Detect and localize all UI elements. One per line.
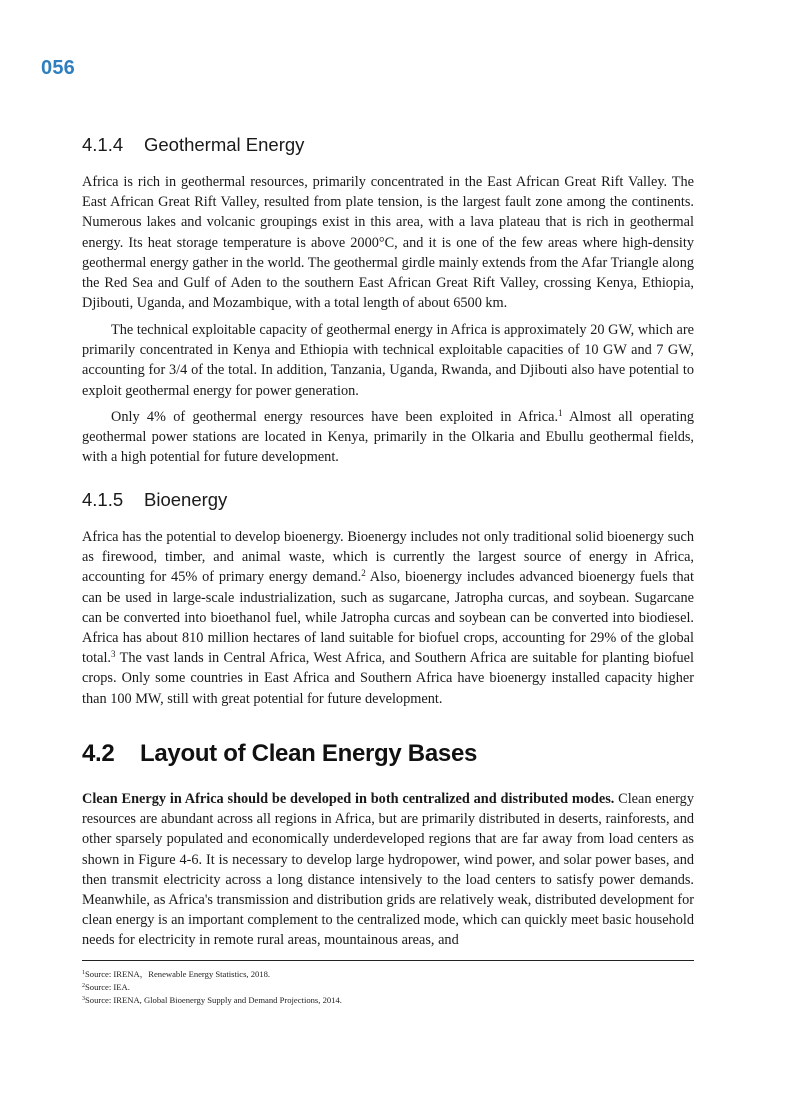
page-number: 056 <box>41 57 75 79</box>
footnote-ref[interactable]: 2 <box>361 568 366 579</box>
section-title: Layout of Clean Energy Bases <box>140 740 478 767</box>
paragraph-bioenergy <box>82 527 694 709</box>
footnote-ref[interactable]: 3 <box>111 649 116 660</box>
text: Africa has the potential to develop bioenergy. Bioenergy includes not only traditional solid bioenergy such as firewood, timber, and animal waste, which is currently the largest source of energy in Africa, accounting for 45% of primary energy demand. <box>82 529 694 586</box>
text: Also, bioenergy includes advanced bioenergy fuels that can be used in large-scale industrialization, such as sugarcane, Jatropha curcas, and soybean. Sugarcane can be converted into bioethanol fuel, while Jatropha curcas and soybean can be converted into biodiesel. Africa has about 810 million hectares of land suitable for biofuel crops, accounting for 29% of the global total. <box>82 569 694 667</box>
footnote-ref[interactable]: 1 <box>558 408 563 418</box>
footnote-3 <box>82 994 342 1007</box>
section-number: 4.2 <box>82 740 115 767</box>
paragraph-geothermal-1: Africa is rich in geothermal resources, primarily concentrated in the East African Great Rift Valley. The East African Great Rift Valley, resulted from plate tension, is the largest fault zone among the continents. Numerous lakes and volcanic groupings exist in this area, with a lava plateau that is rich in geothermal energy. Its heat storage temperature is above 2000°C, and it is one of the few areas where high-density geothermal energy gather in the world. The geothermal girdle mainly extends from the Afar Triangle along the Red Sea and Gulf of Aden to the southern East African Great Rift Valley, crossing Kenya, Ethiopia, Djibouti, Uganda, and Mozambique, with a total length of about 6500 km. <box>82 174 694 312</box>
section-title: Bioenergy <box>144 489 228 510</box>
footnotes <box>82 968 342 1006</box>
text: Clean energy resources are abundant across all regions in Africa, but are primarily distributed in deserts, rainforests, and other sparsely populated and economically underdeveloped regions that are far away from load centers as shown in Figure 4-6. It is necessary to develop large hydropower, wind power, and solar power bases, and then transmit electricity across a long distance intensively to the load centers to satisfy power demands. Meanwhile, as Africa's transmission and distribution grids are relatively weak, distributed development for clean energy is an important complement to the centralized mode, which can quickly meet basic household needs for electricity in remote rural areas, mountainous areas, and <box>82 791 694 949</box>
paragraph-geothermal-2: The technical exploitable capacity of geothermal energy in Africa is approximately 20 GW, which are primarily concentrated in Kenya and Ethiopia with technical exploitable capacities of 10 GW and 7 GW, accounting for 3/4 of the total. In addition, Tanzania, Uganda, Rwanda, and Djibouti also have potential to exploit geothermal energy for power generation. <box>82 322 694 399</box>
text: Only 4% of geothermal energy resources have been exploited in Africa. <box>111 409 559 425</box>
footnote-number: 3 <box>82 995 85 1002</box>
section-number: 4.1.4 <box>82 134 124 155</box>
section-number: 4.1.5 <box>82 489 124 510</box>
text: The vast lands in Central Africa, West Africa, and Southern Africa are suitable for planting biofuel crops. Only some countries in East Africa and Southern Africa have bioenergy installed capacity higher than 100 MW, still with great potential for future development. <box>82 650 694 707</box>
paragraph-layout <box>82 789 694 951</box>
section-heading-bioenergy <box>82 489 227 511</box>
footnote-number: 2 <box>82 982 85 989</box>
text: Almost all operating geothermal power stations are located in Kenya, primarily in the Olkaria and Ebullu geothermal fields, with a high potential for future development. <box>82 409 694 466</box>
footnote-text: Source: IEA. <box>85 981 130 992</box>
section-heading-layout <box>82 740 477 768</box>
section-heading-geothermal <box>82 134 304 156</box>
section-title: Geothermal Energy <box>144 134 305 155</box>
footnote-number: 1 <box>82 970 85 976</box>
paragraph-geothermal-3 <box>82 407 694 468</box>
footnote-1 <box>82 968 342 981</box>
footnote-divider <box>82 960 694 961</box>
footnote-2 <box>82 981 342 994</box>
footnote-text: Source: IRENA, Global Bioenergy Supply and Demand Projections, 2014. <box>85 994 342 1005</box>
footnote-text: Source: IRENA，Renewable Energy Statistics, 2018. <box>85 969 271 979</box>
lead-sentence: Clean Energy in Africa should be developed in both centralized and distributed modes. <box>82 791 615 807</box>
